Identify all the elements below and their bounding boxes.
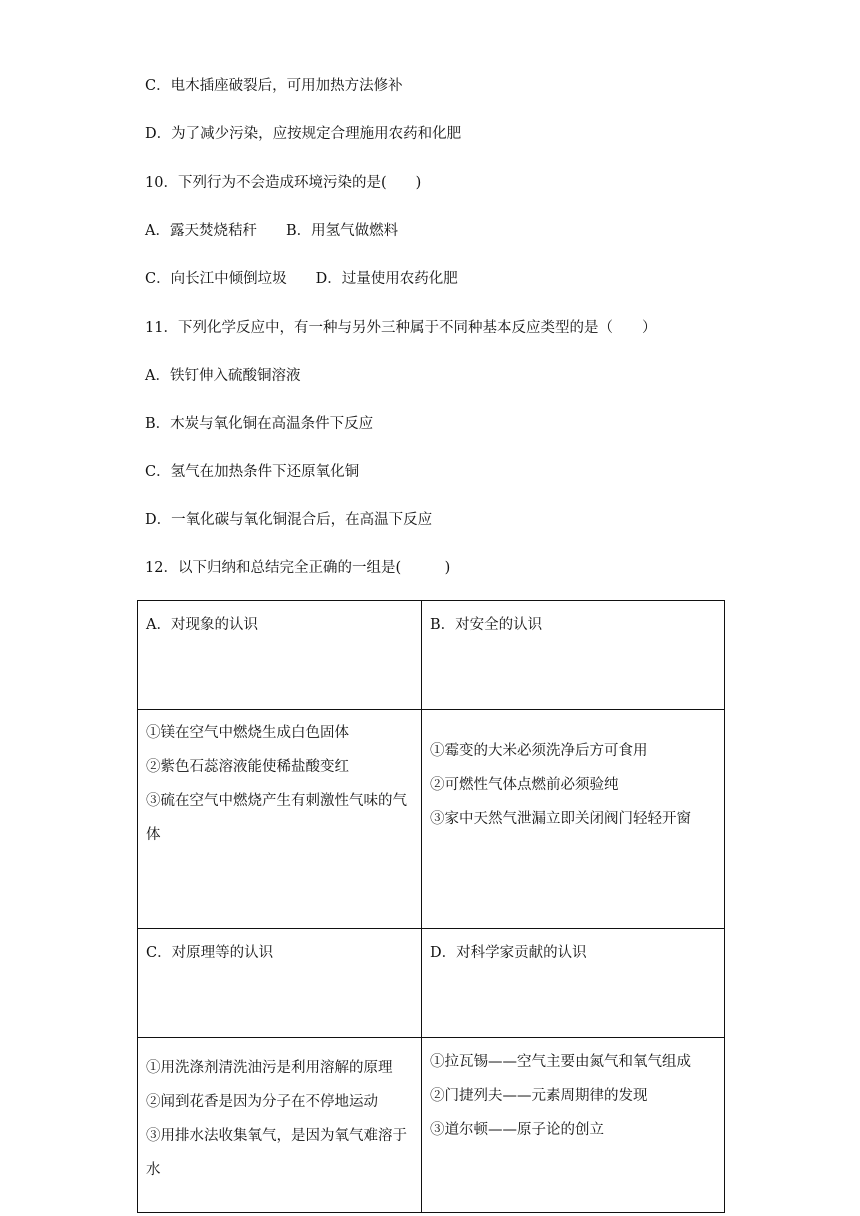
q12-stem: 12．以下归纳和总结完全正确的一组是( ): [145, 560, 451, 576]
list-item: ①拉瓦锡——空气主要由氮气和氧气组成: [430, 1054, 691, 1070]
list-item: ②可燃性气体点燃前必须验纯: [430, 777, 619, 793]
option-c-header-cell: [138, 929, 422, 1038]
list-item: ①用洗涤剂清洗油污是利用溶解的原理: [146, 1060, 393, 1076]
q10-options-cd: C．向长江中倾倒垃圾 D．过量使用农药化肥: [145, 271, 458, 287]
list-item: ③家中天然气泄漏立即关闭阀门轻轻开窗: [430, 811, 691, 827]
list-item: ②门捷列夫——元素周期律的发现: [430, 1088, 648, 1104]
q11-option-a: A．铁钉伸入硫酸铜溶液: [145, 368, 301, 384]
q12-options-table: [137, 600, 725, 1213]
option-b-header: B．对安全的认识: [430, 617, 543, 633]
list-item: ③道尔顿——原子论的创立: [430, 1122, 604, 1138]
q11-option-d: D．一氧化碳与氧化铜混合后，在高温下反应: [145, 512, 433, 528]
q11-stem: 11．下列化学反应中，有一种与另外三种属于不同种基本反应类型的是（ ）: [145, 320, 657, 336]
list-item: ①霉变的大米必须洗净后方可食用: [430, 743, 648, 759]
option-d-content: [422, 1038, 725, 1213]
option-a-header: A．对现象的认识: [146, 617, 258, 633]
option-b-content: [422, 710, 725, 929]
list-item: ③硫在空气中燃烧产生有刺激性气味的气体: [146, 793, 407, 843]
option-d-header-cell: [422, 929, 725, 1038]
list-item: ②闻到花香是因为分子在不停地运动: [146, 1094, 378, 1110]
table-row: [138, 929, 725, 1038]
table-row: [138, 601, 725, 710]
q11-option-c: C．氢气在加热条件下还原氧化铜: [145, 464, 360, 480]
option-c-header: C．对原理等的认识: [146, 945, 274, 961]
list-item: ①镁在空气中燃烧生成白色固体: [146, 725, 349, 741]
q10-options-ab: A．露天焚烧秸秆 B．用氢气做燃料: [145, 223, 399, 239]
option-d-header: D．对科学家贡献的认识: [430, 945, 587, 961]
option-b-header-cell: [422, 601, 725, 710]
table-row: [138, 1038, 725, 1213]
q9-option-c: C．电木插座破裂后，可用加热方法修补: [145, 78, 403, 94]
option-a-header-cell: [138, 601, 422, 710]
q11-option-b: B．木炭与氧化铜在高温条件下反应: [145, 416, 374, 432]
option-c-content: [138, 1038, 422, 1213]
option-a-content: [138, 710, 422, 929]
table-row: [138, 710, 725, 929]
q9-option-d: D．为了减少污染，应按规定合理施用农药和化肥: [145, 126, 462, 142]
list-item: ②紫色石蕊溶液能使稀盐酸变红: [146, 759, 349, 775]
q10-stem: 10．下列行为不会造成环境污染的是( ): [145, 175, 422, 191]
list-item: ③用排水法收集氧气，是因为氧气难溶于水: [146, 1128, 407, 1178]
